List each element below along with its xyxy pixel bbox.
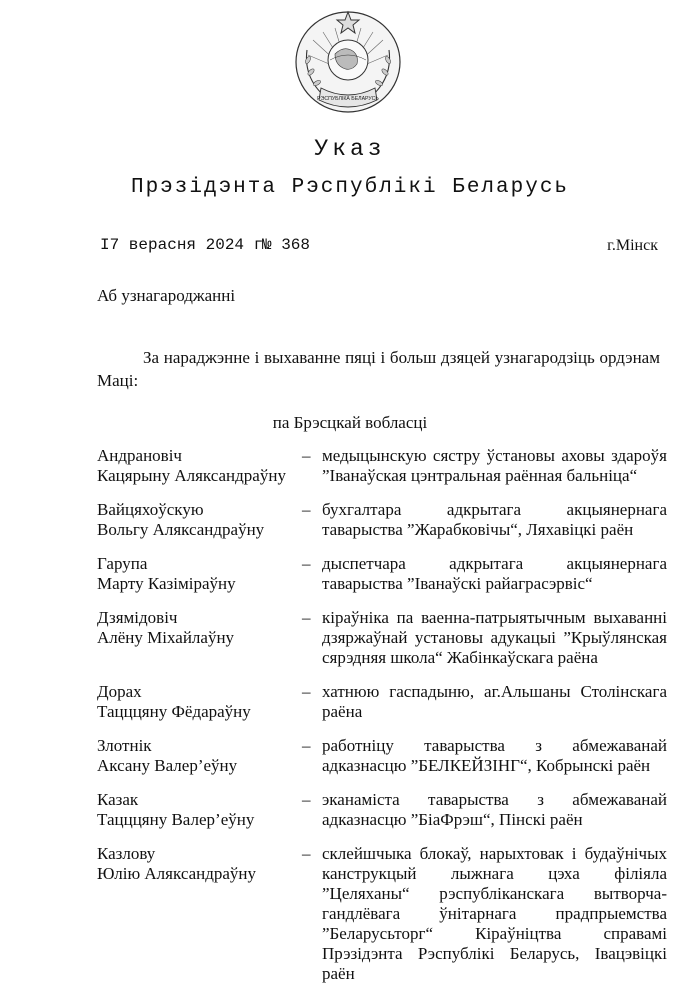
awardee-description: кіраўніка па ваенна-патрыятычным выхаванні дзяржаўнай установы адукацыі ”Крыўлянская сярэдняя школа“ Жабінкаўскага раёна: [322, 608, 667, 667]
awardee-given-name: Тацццяну Фёдараўну: [97, 702, 251, 721]
entry-dash: –: [302, 736, 311, 755]
list-item: [97, 736, 667, 776]
awardee-given-name: Вольгу Аляксандраўну: [97, 520, 265, 539]
document-city: г.Мінск: [607, 237, 658, 254]
awardee-surname: Дзямідовіч: [97, 608, 178, 627]
document-subject: Аб узнагароджанні: [97, 286, 236, 305]
awardee-description: дыспетчара адкрытага акцыянернага таварыства ”Іванаўскі райаграсэрвіс“: [322, 554, 667, 593]
awardee-surname: Казлову: [97, 844, 156, 863]
awardee-description: склейшчыка блокаў, нарыхтовак і будаўнічых канструкцый лыжнага цэха філіяла ”Целяханы“ рэспубліканскага вытворча-гандлёвага ўнітарнага прадпрыемства ”Беларусьторг“ Кіраўніцтва справамі Прэзідэнта Рэспублікі Беларусь, Івацэвіцкі раён: [322, 844, 667, 983]
entry-dash: –: [302, 682, 311, 701]
document-subtitle: Прэзідэнта Рэспублікі Беларусь: [130, 176, 570, 199]
awardee-name: [97, 554, 302, 594]
awardee-surname: Гарупа: [97, 554, 148, 573]
awardee-given-name: Алёну Міхайлаўну: [97, 628, 235, 647]
region-heading: па Брэсцкай вобласці: [272, 413, 428, 432]
awardee-name: [97, 446, 302, 486]
awardee-name: [97, 736, 302, 776]
awardee-description: бухгалтара адкрытага акцыянернага таварыства ”Жарабковічы“, Ляхавіцкі раён: [322, 500, 667, 539]
entry-dash: –: [302, 790, 311, 809]
entry-dash: –: [302, 608, 311, 627]
awardee-description: медыцынскую сястру ўстановы аховы здароўя ”Іванаўская цэнтральная раённая бальніца“: [322, 446, 667, 485]
list-item: [97, 844, 667, 984]
document-number: № 368: [262, 236, 311, 254]
entry-dash: –: [302, 844, 311, 863]
awardee-name: [97, 682, 302, 722]
awardee-name: [97, 790, 302, 830]
awardee-surname: Дорах: [97, 682, 142, 701]
awardee-surname: Злотнік: [97, 736, 152, 755]
state-emblem: [293, 10, 403, 114]
state-emblem-icon: [293, 10, 403, 114]
entry-dash: –: [302, 446, 311, 465]
list-item: [97, 500, 667, 540]
awardee-name: [97, 844, 302, 984]
awardee-description: работніцу таварыства з абмежаванай адказнасцю ”БЕЛКЕЙЗІНГ“, Кобрынскі раён: [322, 736, 667, 775]
awardee-list: [97, 446, 667, 998]
awardee-description: эканаміста таварыства з абмежаванай адказнасцю ”БіаФрэш“, Пінскі раён: [322, 790, 667, 829]
awardee-description: хатнюю гаспадыню, аг.Альшаны Столінскага раёна: [322, 682, 667, 721]
list-item: [97, 446, 667, 486]
list-item: [97, 608, 667, 668]
preamble-paragraph: За нараджэнне і выхаванне пяці і больш дзяцей узнагародзіць ордэнам Маці:: [97, 348, 660, 390]
entry-dash: –: [302, 500, 311, 519]
list-item: [97, 790, 667, 830]
awardee-name: [97, 608, 302, 668]
awardee-surname: Вайцяхоўскую: [97, 500, 204, 519]
awardee-name: [97, 500, 302, 540]
awardee-given-name: Марту Казіміраўну: [97, 574, 236, 593]
emblem-ribbon-label: РЭСПУБЛІКА БЕЛАРУСЬ: [317, 96, 379, 102]
entry-dash: –: [302, 554, 311, 573]
list-item: [97, 682, 667, 722]
awardee-given-name: Аксану Валер’еўну: [97, 756, 238, 775]
document-date: I7 верасня 2024 г.: [100, 236, 273, 254]
awardee-given-name: Кацярыну Аляксандраўну: [97, 466, 286, 485]
list-item: [97, 554, 667, 594]
awardee-given-name: Тацццяну Валер’еўну: [97, 810, 255, 829]
awardee-surname: Казак: [97, 790, 139, 809]
awardee-given-name: Юлію Аляксандраўну: [97, 864, 257, 883]
awardee-surname: Андрановіч: [97, 446, 182, 465]
document-title: Указ: [314, 136, 386, 162]
